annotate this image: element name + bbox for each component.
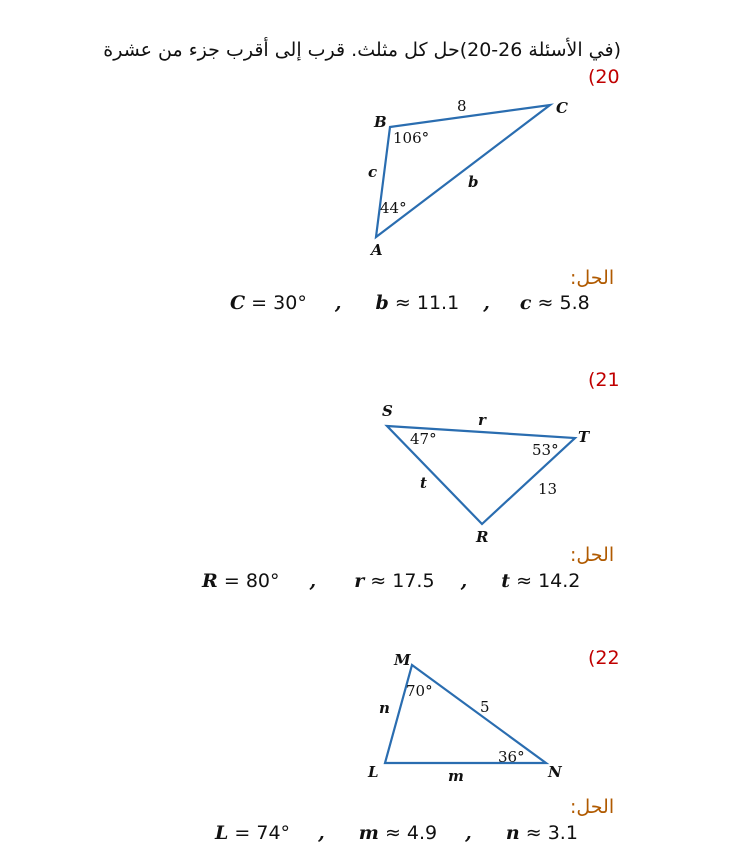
angle-label-44: 44°: [380, 199, 407, 217]
answer-20-3: c ≈ 5.8: [519, 292, 590, 314]
angle-label-70: 70°: [406, 682, 433, 700]
solution-label-20: الحل:: [570, 267, 615, 289]
triangle-21: [370, 400, 600, 550]
answer-row-21: [202, 570, 580, 592]
problem-number-20: 20): [588, 66, 620, 88]
answer-21-1: R = 80°: [202, 570, 280, 592]
vertex-A: A: [371, 241, 383, 259]
answer-21-3: t ≈ 14.2: [501, 570, 581, 592]
side-label-r: r: [478, 411, 486, 429]
answer-20-1: C = 30°: [230, 292, 307, 314]
separator: ,: [460, 570, 468, 592]
separator: ,: [309, 570, 317, 592]
separator: ,: [318, 822, 325, 844]
solution-label-21: الحل:: [570, 544, 615, 566]
side-label-c: c: [368, 163, 378, 181]
triangle-20: [360, 95, 580, 265]
angle-label-47: 47°: [410, 430, 437, 448]
instructions-text: (في الأسئلة 26-20)حل كل مثلث. قرب إلى أقرب جزء من عشرة: [103, 39, 621, 61]
angle-label-53: 53°: [532, 441, 559, 459]
side-label-t: t: [420, 474, 427, 492]
answer-22-2: m ≈ 4.9: [358, 822, 438, 844]
vertex-S: S: [382, 402, 393, 420]
vertex-M: M: [394, 651, 411, 669]
separator: ,: [465, 822, 472, 844]
triangle-22: [360, 645, 580, 785]
separator: ,: [334, 292, 342, 314]
triangle-20-shape: [376, 105, 550, 237]
side-label-n: n: [379, 699, 390, 717]
vertex-B: B: [374, 113, 387, 131]
vertex-T: T: [578, 428, 590, 446]
answer-21-2: r ≈ 17.5: [354, 570, 435, 592]
side-label-5: 5: [480, 698, 490, 716]
side-label-8: 8: [457, 97, 467, 115]
side-label-m: m: [448, 767, 464, 785]
separator: ,: [483, 292, 490, 314]
vertex-C: C: [556, 99, 568, 117]
problem-number-21: 21): [588, 369, 620, 391]
vertex-R: R: [476, 528, 489, 546]
angle-label-36: 36°: [498, 748, 525, 766]
answer-22-3: n ≈ 3.1: [505, 822, 578, 844]
solution-label-22: الحل:: [570, 796, 615, 818]
answer-22-1: L = 74°: [215, 822, 291, 844]
side-label-b: b: [468, 173, 479, 191]
answer-row-22: [215, 822, 578, 844]
vertex-N: N: [548, 763, 562, 781]
side-label-13: 13: [538, 480, 558, 498]
problem-number-22: 22): [588, 647, 620, 669]
answer-20-2: b ≈ 11.1: [375, 292, 460, 314]
angle-label-106: 106°: [393, 129, 430, 147]
answer-row-20: [230, 292, 590, 314]
vertex-L: L: [368, 763, 379, 781]
